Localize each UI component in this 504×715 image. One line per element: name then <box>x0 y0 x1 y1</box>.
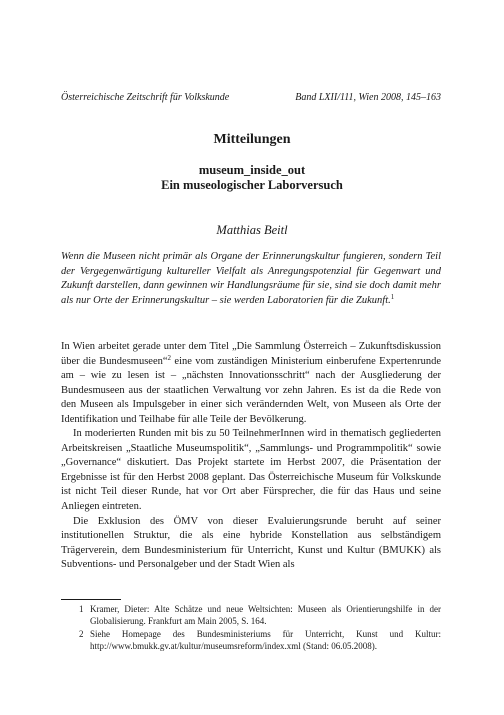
footnote-1 <box>61 603 441 627</box>
footnote-2 <box>61 628 441 652</box>
running-header <box>61 92 441 104</box>
article-body <box>61 340 441 573</box>
body-paragraph-1-end: eine vom zuständigen Ministerium einberufene Expertenrunde am – wie zu lesen ist – „nächsten Innovationsschritt“ nach der Ausgliederung der Bundesmuseen aus der staatlichen Verwaltung vor zehn Jahren. Es ist da die Rede von den Museen als Impulsgeber in einer sich verändernden Welt, von Museen als Orte der Identifikation und Teilhabe für alle Teile der Bevölkerung. <box>61 355 441 425</box>
article-title <box>0 163 504 193</box>
abstract-text: Wenn die Museen nicht primär als Organe der Erinnerungskultur fungieren, sondern Teil der Vergegenwärtigung kultureller Vielfalt als Anregungspotenzial für Gegenwart und Zukunft darstellen, dann gewinnen wir Handlungsräume für sie, sind sie doch damit mehr als nur Orte der Erinnerungskultur – sie werden Laboratorien für die Zukunft. <box>61 251 441 306</box>
article-title-line-1: museum_inside_out <box>198 163 306 177</box>
footnote-2-number: 2 <box>79 629 84 639</box>
footnote-1-text: Kramer, Dieter: Alte Schätze und neue Weltsichten: Museen als Orientierungshilfe in der Globalisierung. Frankfurt am Main 2005, S. 164. <box>90 604 441 626</box>
footnote-ref-2[interactable]: 2 <box>167 353 172 362</box>
journal-name: Österreichische Zeitschrift für Volkskunde <box>61 92 230 103</box>
article-title-line-2: Ein museologischer Laborversuch <box>161 178 343 192</box>
section-title: Mitteilungen <box>213 132 291 147</box>
footnote-1-number: 1 <box>79 604 84 614</box>
footnote-divider <box>61 599 121 600</box>
footnote-ref-1[interactable]: 1 <box>390 292 395 301</box>
abstract-epigraph <box>61 250 441 308</box>
body-paragraph-1 <box>61 340 441 427</box>
body-paragraph-3: Die Exklusion des ÖMV von dieser Evaluierungsrunde beruht auf seiner institutionellen Struktur, die als eine hybride Konstellation aus selbständigem Trägerverein, dem Bundesministerium für Unterricht, Kunst und Kultur (BMUKK) als Subventions- und Personalgeber und der Stadt Wien als <box>61 515 441 571</box>
author-name: Matthias Beitl <box>216 223 288 237</box>
footnotes <box>61 603 441 653</box>
volume-info: Band LXII/111, Wien 2008, 145–163 <box>295 92 441 103</box>
body-paragraph-1-start: In Wien arbeitet gerade unter dem Titel „Die Sammlung Österreich – Zukunftsdiskussion über die Bundesmuseen“ <box>61 341 441 367</box>
body-paragraph-2: In moderierten Runden mit bis zu 50 TeilnehmerInnen wird in thematisch gegliederten Arbeitskreisen „Staatliche Museumspolitik“, „Sammlungs- und Programmpolitik“ sowie „Governance“ diskutiert. Das Projekt startete im Herbst 2007, die Präsentation der Ergebnisse ist für den Herbst 2008 geplant. Das Österreichische Museum für Volkskunde ist nicht Teil dieser Runde, hat vor Ort aber Fürsprecher, die für das Haus und seine Anliegen eintreten. <box>61 428 441 513</box>
footnote-2-text: Siehe Homepage des Bundesministeriums für Unterricht, Kunst und Kultur: http://www.bmukk.gv.at/kultur/museumsreform/index.xml (Stand: 06.05.2008). <box>90 629 441 651</box>
